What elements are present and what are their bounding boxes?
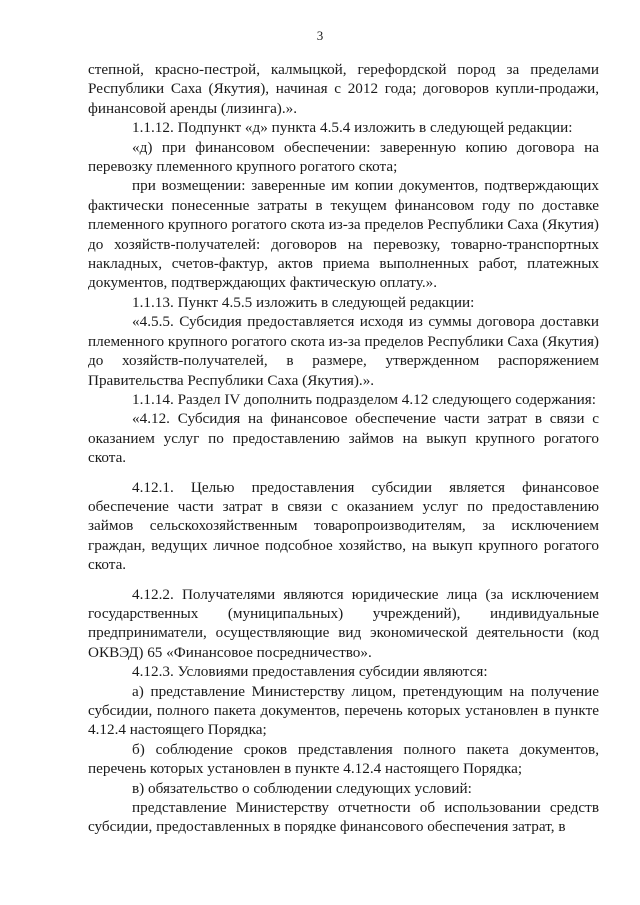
paragraph-1-1-14: 1.1.14. Раздел IV дополнить подразделом 4.12 следующего содержания: [132,390,596,408]
paragraph-reporting: представление Министерству отчетности об использовании средств субсидии, предоставленных в порядке финансового обеспечения затрат, в [88,799,599,836]
paragraph-4-12-1: 4.12.1. Целью предоставления субсидии является финансовое обеспечение части затрат в связи с оказанием услуг по предоставлению займов сельскохозяйственным товаропроизводителям, за исключением граждан, ведущих личное подсобное хозяйство, на выкуп крупного рогатого скота. [88,478,599,574]
paragraph-4-12-2: 4.12.2. Получателями являются юридические лица (за исключением государственных (муниципальных) учреждений), индивидуальные предприниматели, осуществляющие вид экономической деятельности (код ОКВЭД) 65 «Финансовое посредничество». [88,585,599,661]
paragraph-4-5-5: «4.5.5. Субсидия предоставляется исходя из суммы договора доставки племенного крупного рогатого скота из-за пределов Республики Саха (Якутия) до хозяйств-получателей, в размере, утвержденном распоряжением Правительства Республики Саха (Якутия).». [88,313,599,389]
paragraph-1-1-13: 1.1.13. Пункт 4.5.5 изложить в следующей редакции: [132,293,475,311]
paragraph-1-1-12: 1.1.12. Подпункт «д» пункта 4.5.4 изложить в следующей редакции: [132,119,573,137]
paragraph-subitem-d: «д) при финансовом обеспечении: заверенную копию договора на перевозку племенного крупного рогатого скота; [88,138,599,176]
paragraph-4-12-3: 4.12.3. Условиями предоставления субсидии являются: [132,663,488,681]
page-number: 3 [316,28,324,43]
paragraph-reimbursement: при возмещении: заверенные им копии документов, подтверждающих фактически понесенные затраты в текущем финансовом году по доставке племенного крупного рогатого скота из-за пределов Республики Саха (Якутия) до хозяйств-получателей: договоров на перевозку, товарно-транспортных накладных, счетов-фактур, актов приема выполненных работ, платежных документов, подтверждающих фактическую оплату.». [88,177,599,292]
paragraph-condition-v: в) обязательство о соблюдении следующих условий: [132,779,472,797]
paragraph-condition-a: а) представление Министерству лицом, претендующим на получение субсидии, полного пакета документов, перечень которых установлен в пункте 4.12.4 настоящего Порядка; [88,682,599,739]
document-body [88,60,599,837]
paragraph-condition-b: б) соблюдение сроков представления полного пакета документов, перечень которых установлен в пункте 4.12.4 настоящего Порядка; [88,740,599,778]
paragraph-breed-continuation: степной, красно-пестрой, калмыцкой, герефордской пород за пределами Республики Саха (Якутия), начиная с 2012 года; договоров купли-продажи, финансовой аренды (лизинга).». [88,61,599,117]
paragraph-4-12: «4.12. Субсидия на финансовое обеспечение части затрат в связи с оказанием услуг по предоставлению займов на выкуп крупного рогатого скота. [88,410,599,467]
